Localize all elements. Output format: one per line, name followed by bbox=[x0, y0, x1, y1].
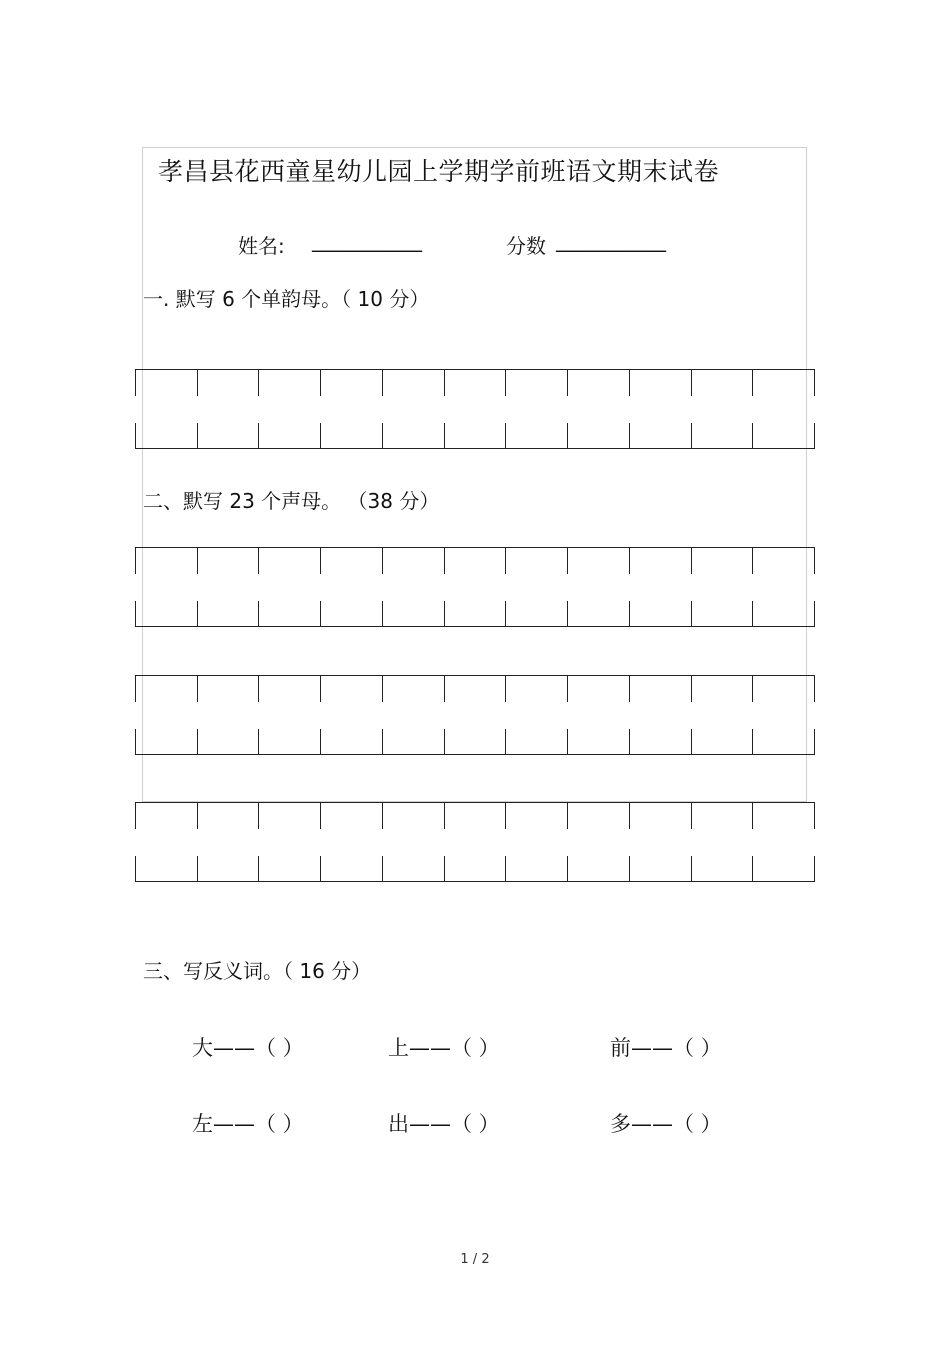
writing-cell[interactable] bbox=[136, 803, 198, 881]
name-blank[interactable]: ___________ bbox=[312, 228, 422, 252]
section-2-heading: 二、默写 23 个声母。 （38 分） bbox=[143, 489, 440, 513]
writing-cell[interactable] bbox=[383, 548, 445, 626]
writing-cell[interactable] bbox=[259, 803, 321, 881]
writing-cell[interactable] bbox=[630, 548, 692, 626]
writing-cell[interactable] bbox=[383, 803, 445, 881]
writing-cell[interactable] bbox=[321, 548, 383, 626]
antonym-item[interactable]: 大——（ ） bbox=[192, 1036, 304, 1060]
antonym-item[interactable]: 左——（ ） bbox=[192, 1112, 304, 1136]
section-3-heading: 三、写反义词。（ 16 分） bbox=[143, 959, 372, 983]
antonym-item[interactable]: 多——（ ） bbox=[610, 1112, 722, 1136]
page-number: 1 / 2 bbox=[460, 1252, 490, 1267]
writing-cell[interactable] bbox=[321, 676, 383, 754]
writing-cell[interactable] bbox=[692, 676, 754, 754]
score-blank[interactable]: ___________ bbox=[556, 228, 666, 252]
writing-cell[interactable] bbox=[198, 676, 260, 754]
writing-cell[interactable] bbox=[692, 370, 754, 448]
writing-cell[interactable] bbox=[383, 676, 445, 754]
writing-cell[interactable] bbox=[445, 676, 507, 754]
consonant-grid-row[interactable] bbox=[135, 547, 815, 627]
writing-cell[interactable] bbox=[259, 548, 321, 626]
exam-title: 孝昌县花西童星幼儿园上学期学前班语文期末试卷 bbox=[158, 157, 720, 186]
name-label: 姓名: bbox=[238, 234, 285, 258]
writing-cell[interactable] bbox=[506, 676, 568, 754]
writing-cell[interactable] bbox=[753, 676, 815, 754]
writing-cell[interactable] bbox=[445, 370, 507, 448]
writing-cell[interactable] bbox=[136, 370, 198, 448]
writing-cell[interactable] bbox=[136, 548, 198, 626]
writing-cell[interactable] bbox=[321, 803, 383, 881]
writing-cell[interactable] bbox=[198, 548, 260, 626]
writing-cell[interactable] bbox=[198, 803, 260, 881]
writing-cell[interactable] bbox=[630, 676, 692, 754]
writing-cell[interactable] bbox=[568, 676, 630, 754]
writing-cell[interactable] bbox=[259, 676, 321, 754]
writing-cell[interactable] bbox=[506, 548, 568, 626]
writing-cell[interactable] bbox=[506, 803, 568, 881]
score-label: 分数 bbox=[506, 234, 546, 258]
writing-cell[interactable] bbox=[753, 548, 815, 626]
writing-cell[interactable] bbox=[259, 370, 321, 448]
consonant-grid-row[interactable] bbox=[135, 802, 815, 882]
vowel-grid-row[interactable] bbox=[135, 369, 815, 449]
writing-cell[interactable] bbox=[630, 803, 692, 881]
writing-cell[interactable] bbox=[630, 370, 692, 448]
writing-cell[interactable] bbox=[198, 370, 260, 448]
writing-cell[interactable] bbox=[568, 548, 630, 626]
writing-cell[interactable] bbox=[136, 676, 198, 754]
antonym-item[interactable]: 上——（ ） bbox=[388, 1036, 500, 1060]
antonym-item[interactable]: 前——（ ） bbox=[610, 1036, 722, 1060]
writing-cell[interactable] bbox=[506, 370, 568, 448]
writing-cell[interactable] bbox=[321, 370, 383, 448]
writing-cell[interactable] bbox=[692, 803, 754, 881]
writing-cell[interactable] bbox=[568, 370, 630, 448]
writing-cell[interactable] bbox=[753, 370, 815, 448]
writing-cell[interactable] bbox=[445, 548, 507, 626]
section-1-heading: 一. 默写 6 个单韵母。（ 10 分） bbox=[143, 287, 430, 311]
consonant-grid-row[interactable] bbox=[135, 675, 815, 755]
writing-cell[interactable] bbox=[753, 803, 815, 881]
writing-cell[interactable] bbox=[568, 803, 630, 881]
antonym-item[interactable]: 出——（ ） bbox=[388, 1112, 500, 1136]
writing-cell[interactable] bbox=[383, 370, 445, 448]
writing-cell[interactable] bbox=[692, 548, 754, 626]
writing-cell[interactable] bbox=[445, 803, 507, 881]
